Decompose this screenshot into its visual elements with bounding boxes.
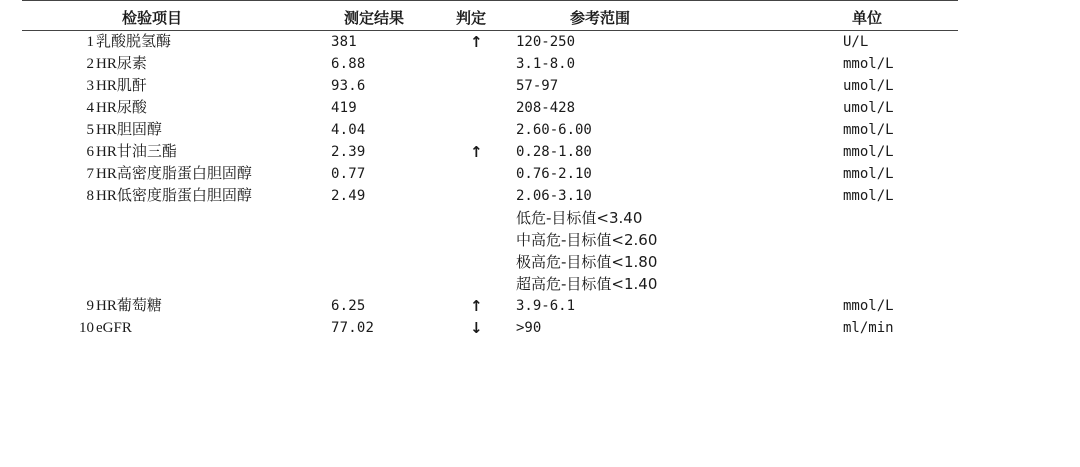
row-number: 1 [86,34,94,50]
result-value: 0.77 [331,166,366,182]
header-unit: 单位 [852,9,883,27]
table-row [0,141,1080,163]
reference-range: 2.60-6.00 [516,122,592,138]
table-body [0,31,1080,339]
unit: U/L [843,34,869,50]
test-name: HR尿酸 [96,100,147,116]
header-test-name: 检验项目 [122,9,183,27]
unit: ml/min [843,320,894,336]
test-name: HR肌酐 [96,78,147,94]
row-number: 3 [86,78,94,94]
row-number: 6 [86,144,94,160]
unit: mmol/L [843,122,894,138]
row-number: 9 [86,298,94,314]
header-flag: 判定 [456,9,487,27]
unit: mmol/L [843,144,894,160]
test-name: HR尿素 [96,56,147,72]
table-header [0,8,1080,28]
result-value: 2.39 [331,144,366,160]
flag-indicator: ↑ [470,143,483,161]
reference-range: 57-97 [516,78,559,94]
reference-range: 0.28-1.80 [516,144,592,160]
test-name: eGFR [96,320,132,336]
table-row [0,31,1080,53]
flag-indicator: ↓ [470,319,483,337]
table-row [0,53,1080,75]
row-number: 4 [86,100,94,116]
header-result: 测定结果 [344,9,405,27]
ldl-target-line [0,251,1080,273]
table-row [0,317,1080,339]
header-reference-range: 参考范围 [570,9,631,27]
reference-range: 0.76-2.10 [516,166,592,182]
result-value: 93.6 [331,78,366,94]
test-name: HR低密度脂蛋白胆固醇 [96,188,252,204]
ldl-target-text: 中高危-目标值<2.60 [516,231,658,249]
result-value: 77.02 [331,320,375,336]
result-value: 6.88 [331,56,366,72]
row-number: 10 [79,320,94,336]
result-value: 2.49 [331,188,366,204]
ldl-target-line [0,229,1080,251]
reference-range: 3.9-6.1 [516,298,576,314]
reference-range: >90 [516,320,542,336]
test-name: HR胆固醇 [96,122,162,138]
top-rule [22,0,958,1]
table-row [0,75,1080,97]
test-name: HR甘油三酯 [96,144,177,160]
result-value: 4.04 [331,122,366,138]
row-number: 8 [86,188,94,204]
reference-range: 120-250 [516,34,576,50]
ldl-target-text: 低危-目标值<3.40 [516,209,643,227]
ldl-target-line [0,207,1080,229]
test-name: HR葡萄糖 [96,298,162,314]
ldl-target-text: 超高危-目标值<1.40 [516,275,658,293]
unit: mmol/L [843,188,894,204]
unit: mmol/L [843,298,894,314]
row-number: 7 [86,166,94,182]
table-row [0,163,1080,185]
flag-indicator: ↑ [470,33,483,51]
unit: mmol/L [843,56,894,72]
ldl-target-text: 极高危-目标值<1.80 [516,253,658,271]
reference-range: 208-428 [516,100,576,116]
row-number: 5 [86,122,94,138]
table-row [0,119,1080,141]
result-value: 381 [331,34,357,50]
result-value: 419 [331,100,357,116]
flag-indicator: ↑ [470,297,483,315]
unit: umol/L [843,78,894,94]
test-name: 乳酸脱氢酶 [96,34,172,50]
reference-range: 3.1-8.0 [516,56,576,72]
result-value: 6.25 [331,298,366,314]
row-number: 2 [86,56,94,72]
test-name: HR高密度脂蛋白胆固醇 [96,166,252,182]
ldl-target-line [0,273,1080,295]
table-row [0,97,1080,119]
unit: mmol/L [843,166,894,182]
table-row [0,295,1080,317]
reference-range: 2.06-3.10 [516,188,592,204]
table-row [0,185,1080,207]
unit: umol/L [843,100,894,116]
